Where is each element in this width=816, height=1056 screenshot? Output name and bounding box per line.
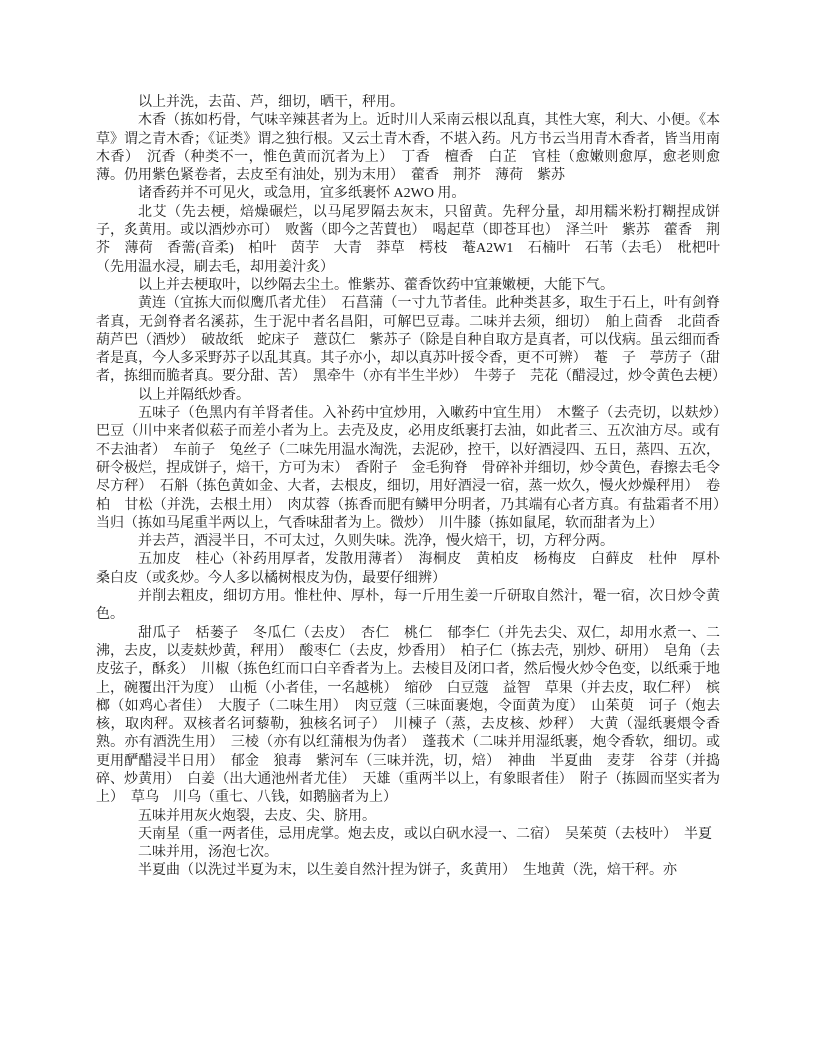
paragraph-instructions-wash: 以上并洗，去苗、芦，细切，晒干，秤用。 xyxy=(138,95,404,110)
paragraph-aromatic-herbs: 木香（拣如朽骨，气味辛辣甚者为上。近时川人采南云根以乱真，其性大寒，利大、小便。《本草》谓之青木香；《证类》谓之独行根。又云土青木香，不堪入药。凡方书云当用青木香者，皆当用南木香） 沉香（种类不一，惟色黄而沉者为上） 丁香 檀香 白芷 官桂（愈嫩则愈厚，愈老则愈薄。仍用紫色紧卷者，去皮至有油处，别为末用） 藿香 荆芥 薄荷 紫苏 xyxy=(96,113,720,184)
paragraph-root-herbs: 五味子（色黑内有羊肾者佳。入补药中宜炒用，入嗽药中宜生用） 木鳖子（去壳切，以麸炒） 巴豆（川中来者似菘子而差小者为上。去壳及皮，必用皮纸裹打去油，如此者三、五次油方尽。或有不去油者） 车前子 兔丝子（二味先用温水淘洗，去泥砂，控干，以好酒浸四、五日，蒸四、五次，研令极烂，捏成饼子，焙干，方可为末） 香附子 金毛狗脊 骨碎补并细切，炒令黄色，舂擦去毛令尽方秤） 石斛（拣色黄如金、大者，去根皮，细切，用好酒浸一宿，蒸一炊久，慢火炒燥秤用） 卷柏 甘松（并洗，去根土用） 肉苁蓉（拣香而肥有鳞甲分明者，乃其端有心者方真。有盐霜者不用） 当归（拣如马尾重半两以上，气香味甜者为上。微炒） 川牛膝（拣如鼠尾，软而甜者为上） xyxy=(96,406,734,531)
paragraph-seed-herbs: 黄连（宜拣大而似鹰爪者尤佳） 石菖蒲（一寸九节者佳。此种类甚多，取生于石上，叶有剑脊者真，无剑脊者名溪荪，生于泥中者名昌阳，可解巴豆毒。二味并去须，细切） 舶上茴香 北茴香 葫芦巴（酒炒） 破故纸 蛇床子 薏苡仁 紫苏子（除是自种自取方是真者，可以伐病。虽云细而香者是真，今人多采野苏子以乱其真。其子亦小，却以真苏叶挼令香，更不可辨） 菴 子 葶苈子（甜者，拣细而脆者真。要分甜、苦） 黑牵牛（亦有半生半炒） 牛蒡子 芫花（醋浸过，炒令黄色去梗） xyxy=(96,296,734,385)
paragraph-fruit-kernel-herbs: 甜瓜子 栝蒌子 冬瓜仁（去皮） 杏仁 桃仁 郁李仁（并先去尖、双仁，却用水煮一、二沸，去皮，以麦麸炒黄，秤用） 酸枣仁（去皮，炒香用） 柏子仁（拣去壳，别炒、研用） 皂角（去皮弦子，酥炙） 川椒（拣色红而口白辛香者为上。去棱目及闭口者，然后慢火炒令色变，以纸乘于地上，碗覆出汗为度） 山栀（小者佳，一名越桃） 缩砂 白豆蔻 益智 草果（并去皮，取仁秤） 槟榔（如鸡心者佳） 大腹子（二味生用） 肉豆蔻（三味面裹炮，令面黄为度） 山茱萸 诃子（炮去核，取肉秤。双核者名诃藜勒，独核名诃子） 川楝子（蒸，去皮核、炒秤） 大黄（湿纸裹煨令香熟。亦有酒洗生用） 三棱（亦有以红蒲根为伪者） 蓬莪术（二味并用湿纸裹，炮令香软，细切。或更用酽醋浸半日用） 郁金 狼毒 紫河车（三味并洗，切，焙） 神曲 半夏曲 麦芽 谷芽（并捣碎、炒黄用） 白姜（出大通池州者尤佳） 天雄（重两半以上，有象眼者佳） 附子（拣圆而坚实者为上） 草乌 川乌（重七、八钱，如鹅脑者为上） xyxy=(96,625,720,806)
document-text-block xyxy=(96,94,734,881)
paragraph-instructions-wine-soak: 并去芦，酒浸半日，不可太过，久则失味。洗净，慢火焙干，切，方秤分两。 xyxy=(138,534,614,550)
paragraph-instructions-paper-roast: 以上并隔纸炒香。 xyxy=(138,387,250,403)
paragraph-bark-herbs: 五加皮 桂心（补药用厚者，发散用薄者） 海桐皮 黄柏皮 杨梅皮 白藓皮 杜仲 厚朴 桑白皮（或炙炒。今人多以橘树根皮为伪，最要仔细辨） xyxy=(96,552,734,586)
paragraph-instructions-soak-seven: 二味并用，汤泡七次。 xyxy=(138,845,278,861)
paragraph-instructions-peel-bark: 并削去粗皮，细切方用。惟杜仲、厚朴，每一斤用生姜一斤研取自然汁，罨一宿，次日炒令黄色。 xyxy=(96,589,720,623)
paragraph-instructions-ash-fire: 五味并用灰火炮裂，去皮、尖、脐用。 xyxy=(138,808,376,824)
paragraph-leaf-herbs: 北艾（先去梗，焙燥碾烂，以马尾罗隔去灰末，只留黄。先秤分量，却用糯米粉打糊捏成饼子，炙黄用。或以酒炒亦可） 败酱（即今之苦蕒也） 喝起草（即苍耳也） 泽兰叶 紫苏 藿香 荆芥 薄荷 香薷(音柔) 柏叶 茵芋 大青 莽草 樗枝 菴A2W1 石楠叶 石苇（去毛） 枇杷叶（先用温水浸，刷去毛，却用姜汁炙） xyxy=(96,204,720,275)
paragraph-instructions-remove-stems: 以上并去梗取叶，以纱隔去尘土。惟紫苏、藿香饮药中宜兼嫩梗，大能下气。 xyxy=(138,277,614,293)
paragraph-banxiaqu-group: 半夏曲（以洗过半夏为末，以生姜自然汁捏为饼子，炙黄用） 生地黄（洗，焙干秤。亦 xyxy=(138,863,677,879)
paragraph-tiannanxing-group: 天南星（重一两者佳，忌用虎掌。炮去皮，或以白矾水浸一、二宿） 吴茱萸（去枝叶） 半夏 xyxy=(138,826,712,842)
paragraph-instructions-no-fire: 诸香药并不可见火，或急用，宜多纸裹怀 A2WO 用。 xyxy=(138,186,466,202)
